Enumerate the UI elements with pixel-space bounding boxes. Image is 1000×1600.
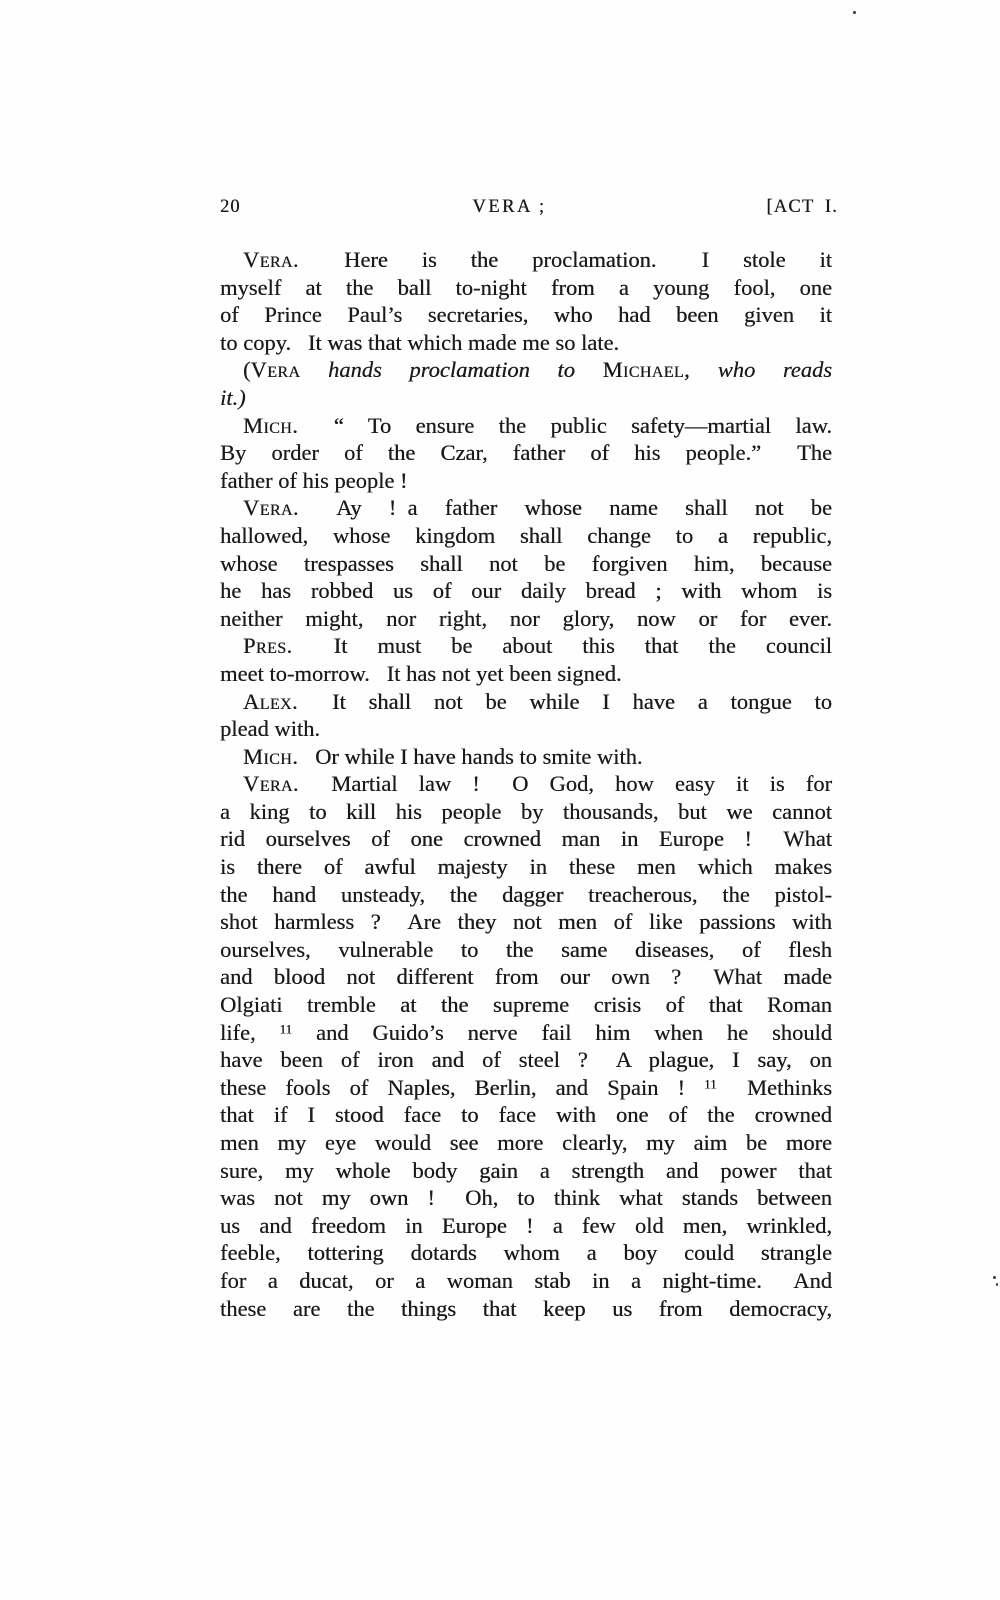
speech-line [220,853,832,881]
act-label: [ACT I. [766,197,838,217]
page-number: 20 [220,197,241,217]
speech-line [220,522,832,550]
speech-line [220,301,832,329]
speech-text: meet to-morrow. It has not yet been signed. [220,660,622,686]
character-name: Vera. [243,247,299,272]
speech-text: sure, my whole body gain a strength and power that [220,1157,832,1183]
scan-speck [993,1276,996,1279]
character-name: Pres. [243,633,293,659]
speech-line [220,963,832,991]
footnote-marker: 11 [704,1076,717,1092]
play-text-block [220,246,832,1322]
speech-line [220,467,832,495]
speech-text: ourselves, vulnerable to the same diseases, of flesh [220,936,832,962]
speech-text: for a ducat, or a woman stab in a night-time. And [220,1267,832,1293]
speech-line [220,412,832,440]
speech-line [220,605,832,633]
character-name: Mich. [243,412,299,438]
speech-line [220,1239,832,1267]
speech-line [220,1184,832,1212]
speech-text: these fools of Naples, Berlin, and Spain ! [220,1074,705,1100]
speech-line [220,688,832,716]
speech-text: hallowed, whose kingdom shall change to a republic, [220,522,832,548]
speech-text: and Guido’s nerve fail him when he should [292,1019,832,1045]
speech-line [220,1295,832,1323]
speech-text: plead with. [220,716,320,742]
character-name: Vera [250,357,301,383]
speech-text: life, [220,1019,280,1045]
speech-line [220,494,832,522]
speech-text: that if I stood face to face with one of the crowned [220,1102,832,1128]
speech-line [220,660,832,688]
speech-line [220,329,832,357]
speech-text: “ To ensure the public safety—martial law. [298,412,832,438]
speech-text: of Prince Paul’s secretaries, who had been given it [220,302,832,328]
scan-speck [853,11,856,14]
speech-line [220,991,832,1019]
speech-line [220,798,832,826]
speech-text: ( [243,357,251,383]
speech-line [220,1267,832,1295]
speech-text: was not my own ! Oh, to think what stands between [220,1185,832,1211]
speech-line [220,770,832,798]
speech-line [220,577,832,605]
speech-text: shot harmless ? Are they not men of like passions with [220,909,832,935]
speech-text: Martial law ! O God, how easy it is for [298,771,832,797]
speech-line [220,1019,832,1047]
speech-line [220,550,832,578]
character-name: Mich. [243,743,299,769]
running-header [220,197,838,218]
speech-line [220,1074,832,1102]
speech-text: whose trespasses shall not be forgiven him, because [220,550,832,576]
speech-line [220,274,832,302]
speech-text: to copy. It was that which made me so late. [220,329,620,355]
speech-text: feeble, tottering dotards whom a boy could strangle [220,1240,832,1266]
speech-text: By order of the Czar, father of his people.” The [220,440,832,466]
speech-line [220,908,832,936]
character-name: Vera. [243,771,299,797]
speech-text: he has robbed us of our daily bread ; with whom is [220,578,832,604]
speech-text: myself at the ball to-night from a young fool, one [220,274,832,300]
speech-line [220,1157,832,1185]
speech-line [220,715,832,743]
speech-text: neither might, nor right, nor glory, now or for ever. [220,605,832,631]
speech-line [220,743,832,771]
speech-text: It must be about this that the council [292,633,832,659]
stage-direction-text: who reads [690,357,832,383]
speech-text: and blood not different from our own ? What made [220,964,832,990]
speech-line [220,825,832,853]
speech-text: us and freedom in Europe ! a few old men, wrinkled, [220,1212,832,1238]
character-name: Michael, [602,357,691,383]
stage-direction-line [220,384,832,412]
speech-line [220,632,832,660]
footnote-marker: 11 [279,1021,293,1037]
speech-text: a king to kill his people by thousands, but we cannot [220,798,832,824]
running-title: VERA ; [472,197,547,217]
speech-line [220,1212,832,1240]
speech-line [220,246,832,274]
speech-text: the hand unsteady, the dagger treacherous, the pistol- [220,881,832,907]
speech-text: have been of iron and of steel ? A plague, I say, on [220,1047,832,1073]
speech-text: men my eye would see more clearly, my aim be more [220,1130,832,1155]
speech-text: father of his people ! [220,467,408,493]
stage-direction-line [220,356,832,384]
stage-direction-text: hands proclamation to [300,357,603,383]
character-name: Alex. [243,688,298,714]
speech-text: rid ourselves of one crowned man in Europe ! What [220,826,832,852]
speech-text: Or while I have hands to smite with. [298,743,643,769]
stage-direction-text: it.) [220,384,246,410]
speech-line [220,1101,832,1129]
scan-speck [996,1283,998,1286]
character-name: Vera. [243,495,299,521]
speech-text: Ay ! a father whose name shall not be [298,495,832,521]
speech-text: Methinks [716,1074,832,1100]
speech-text: is there of awful majesty in these men which makes [220,854,832,880]
speech-text: these are the things that keep us from democracy, [220,1295,832,1321]
speech-text: Here is the proclamation. I stole it [298,247,832,272]
speech-line [220,936,832,964]
speech-line [220,439,832,467]
speech-line [220,1046,832,1074]
speech-text: It shall not be while I have a tongue to [297,688,832,714]
speech-line [220,1129,832,1157]
speech-line [220,881,832,909]
speech-text: Olgiati tremble at the supreme crisis of that Roman [220,992,832,1018]
